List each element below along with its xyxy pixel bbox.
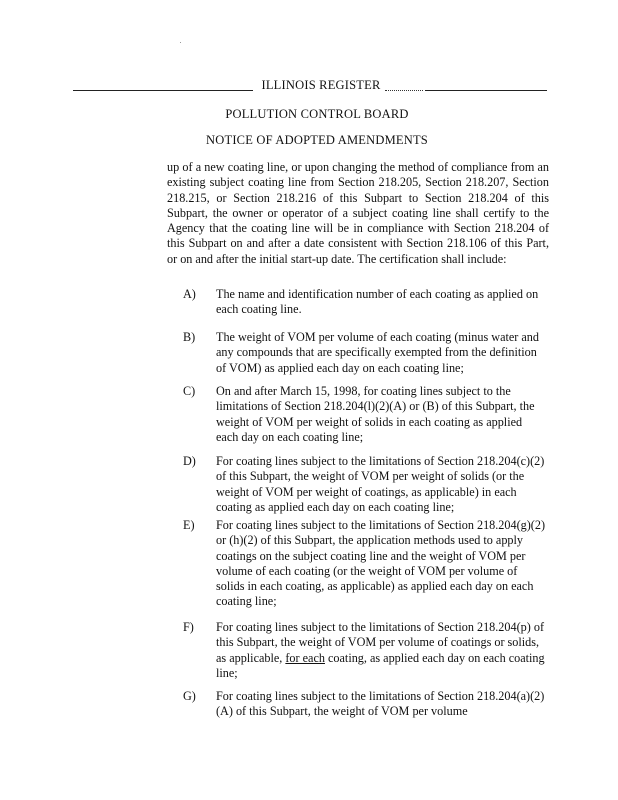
item-label: C) xyxy=(183,384,196,398)
item-label: B) xyxy=(183,330,196,344)
item-text: For coating lines subject to the limitations of Section 218.204(g)(2) or (h)(2) of this Subpart, the application methods used to apply coatings on the subject coating line and the weight of VOM per volume of each coating (or the weight of VOM per volume of solids in each coating, as applicable) as applied each day on each coating line; xyxy=(216,518,546,609)
item-label: D) xyxy=(183,454,196,468)
item-text: For coating lines subject to the limitations of Section 218.204(a)(2)(A) of this Subpart, the weight of VOM per volume xyxy=(216,689,545,719)
item-label: A) xyxy=(183,287,196,301)
item-text xyxy=(216,620,546,681)
item-text: The weight of VOM per volume of each coating (minus water and any compounds that are specifically exempted from the definition of VOM) as applied each day on each coating line; xyxy=(216,330,539,375)
item-text-after: coating, as applied each day on each coating line; xyxy=(216,650,545,680)
item-label: F) xyxy=(183,620,194,634)
scan-speck xyxy=(180,42,181,43)
item-text: On and after March 15, 1998, for coating lines subject to the limitations of Section 218.204(l)(2)(A) or (B) of this Subpart, the weight of VOM per weight of solids in each coating as applied each day on each coating line; xyxy=(216,384,535,444)
notice-title: NOTICE OF ADOPTED AMENDMENTS xyxy=(206,133,428,147)
item-text: For coating lines subject to the limitations of Section 218.204(c)(2) of this Subpart, the weight of VOM per weight of solids (or the weight of VOM per weight of coatings, as applicable) in each coating as applied each day on each coating line; xyxy=(216,454,545,514)
item-label: G) xyxy=(183,689,196,703)
register-title: ILLINOIS REGISTER xyxy=(261,78,381,92)
item-text: The name and identification number of each coating as applied on each coating line. xyxy=(216,287,539,317)
item-label: E) xyxy=(183,518,195,532)
intro-paragraph: up of a new coating line, or upon changing the method of compliance from an existing subject coating line from Section 218.205, Section 218.207, Section 218.215, or Section 218.216 of this Subpart to Section 218.204 of this Subpart, the owner or operator of a subject coating line shall certify to the Agency that the coating line will be in compliance with Section 218.204 of this Subpart on and after a date consistent with Section 218.106 of this Part, or on and after the initial start-up date. The certification shall include: xyxy=(167,160,549,266)
item-text-before: For coating lines subject to the limitations of Section 218.204(p) of this Subpart, the weight of VOM per volume of coatings or solids, as applicable, xyxy=(216,620,544,665)
item-text-underlined: for each xyxy=(285,650,325,665)
board-title: POLLUTION CONTROL BOARD xyxy=(225,107,409,121)
